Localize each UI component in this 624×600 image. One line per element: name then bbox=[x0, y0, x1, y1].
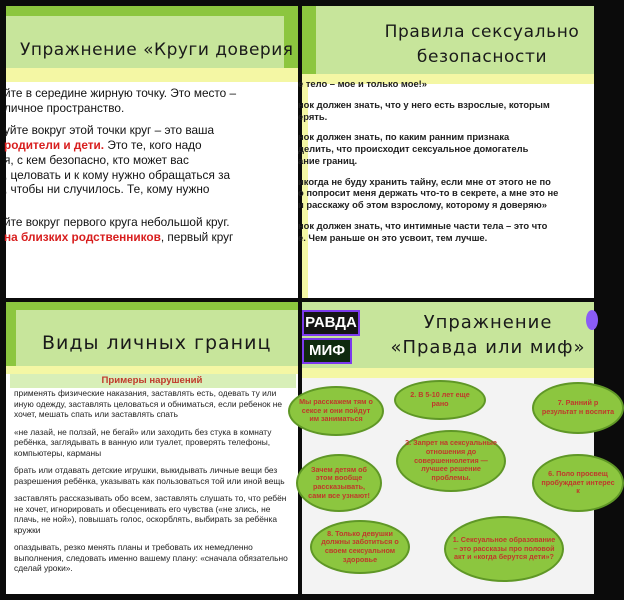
text-line: йте вокруг первого круга небольшой круг. bbox=[4, 215, 230, 230]
title-line: «Правда или миф» bbox=[390, 337, 586, 359]
rule-text: е. Чем раньше он это усвоит, тем лучше. bbox=[298, 231, 488, 243]
slide-body bbox=[298, 78, 590, 252]
text-line: я, с кем безопасно, кто может вас bbox=[4, 152, 189, 167]
top-accent-bar bbox=[6, 302, 298, 310]
text-line: личное пространство. bbox=[4, 100, 125, 115]
title-line: безопасности bbox=[416, 46, 548, 67]
statement-oval-6[interactable]: 6. Поло просвещ пробуждает интерес к bbox=[532, 454, 624, 512]
slide-title bbox=[382, 310, 594, 360]
title-underline-band bbox=[6, 68, 298, 82]
slide-truth-or-myth bbox=[299, 302, 615, 594]
truth-logo: РАВДА bbox=[302, 310, 360, 336]
statement-oval-5[interactable]: Зачем детям об этом вообще рассказывать, сами все узнают! bbox=[296, 454, 382, 512]
rule-text: нок должен знать, что интимные части тела – это что bbox=[298, 219, 548, 231]
rule-text: е тело – мое и только мое!» bbox=[298, 78, 427, 89]
highlight-text: родители и дети. bbox=[4, 138, 105, 153]
slide-title bbox=[372, 20, 592, 69]
title-side-accent bbox=[6, 310, 16, 366]
text-line: йте в середине жирную точку. Это место – bbox=[4, 86, 237, 100]
rule-text: нок должен знать, что у него есть взрослые, которым bbox=[298, 98, 550, 110]
slide-safety-rules bbox=[298, 6, 594, 298]
rule-text: о попросит меня держать что-то в секрете, а мне это не bbox=[298, 187, 559, 199]
title-underline-band bbox=[6, 366, 298, 374]
statement-oval-1[interactable]: Мы расскажем тям о сексе и они пойдут им заниматься bbox=[288, 386, 384, 436]
slide-trust-circles bbox=[6, 6, 298, 298]
title-underline-band bbox=[302, 368, 594, 378]
statement-oval-3[interactable]: 3. Запрет на сексуальные отношения до совершеннолетия — лучшее решение проблемы. bbox=[396, 430, 506, 492]
slide-body bbox=[14, 388, 296, 581]
slide-title: Виды личных границ bbox=[42, 332, 272, 354]
rule-text: ание границ. bbox=[298, 154, 358, 166]
list-item: брать или отдавать детские игрушки, выкидывать личные вещи без разрешения ребёнка, указывать как пользоваться той или иной вещь bbox=[14, 465, 285, 486]
text-line: уйте вокруг этой точки круг – это ваша bbox=[4, 123, 215, 138]
text-line: , целовать и к кому нужно обращаться за bbox=[4, 167, 231, 182]
examples-header: Примеры нарушений bbox=[101, 375, 203, 386]
text-line: , первый круг bbox=[160, 229, 234, 244]
text-line: , чтобы ни случилось. Те, кому нужно bbox=[4, 182, 210, 197]
list-item: «не лазай, не ползай, не бегай» или заходить без стука в комнату ребёнка, заглядывать в ванную или туалет, проверять телефоны, компьютеры, карманы bbox=[14, 426, 272, 458]
statement-oval-2[interactable]: 2. В 5-10 лет еще рано bbox=[394, 380, 486, 420]
title-line: Правила сексуально bbox=[384, 22, 580, 42]
top-accent-bar bbox=[6, 6, 298, 16]
title-line: Упражнение bbox=[423, 312, 553, 333]
title-side-accent bbox=[302, 6, 316, 74]
myth-logo: МИФ bbox=[302, 338, 352, 364]
list-item: применять физические наказания, заставлять есть, одевать ту или иную одежду, заставлять целоваться и обниматься, если ребенок не хочет, мешать спать или заставлять спать bbox=[14, 388, 283, 419]
rule-text: икогда не буду хранить тайну, если мне от этого не по bbox=[298, 175, 551, 187]
slide-body bbox=[4, 86, 296, 253]
slide-title: Упражнение «Круги доверия bbox=[20, 40, 294, 60]
rule-text: ерять. bbox=[298, 110, 328, 122]
rule-text: нок должен знать, по каким ранним признака bbox=[298, 131, 510, 143]
list-item: опаздывать, резко менять планы и требовать их немедленно выполнения, следовать именно вашему плану: «сначала обязательно сделай уроки». bbox=[14, 542, 288, 573]
text-line: Это те, кого надо bbox=[104, 138, 202, 153]
highlight-text: на близких родственников bbox=[4, 229, 161, 244]
rule-text: и расскажу об этом взрослому, которому я доверяю» bbox=[298, 199, 547, 210]
statement-oval-8[interactable]: 8. Только девушки должны заботиться о своем сексуальном здоровье bbox=[310, 520, 410, 574]
statement-oval-7[interactable]: 7. Ранний р результат н воспита bbox=[532, 382, 624, 434]
statement-oval-1b[interactable]: 1. Сексуальное образование – это рассказы про половой акт и «когда берутся дети»? bbox=[444, 516, 564, 582]
list-item: заставлять рассказывать обо всем, заставлять слушать то, что ребён не хочет, игнорировать и обесценивать его чувства («не злись, не плачь, не ной»), повышать голос, оскорблять, выбирать за ребёнка кружки bbox=[14, 493, 287, 535]
rule-text: делить, что происходит сексуальное домогатель bbox=[298, 143, 529, 154]
slide-personal-boundaries bbox=[6, 302, 298, 594]
